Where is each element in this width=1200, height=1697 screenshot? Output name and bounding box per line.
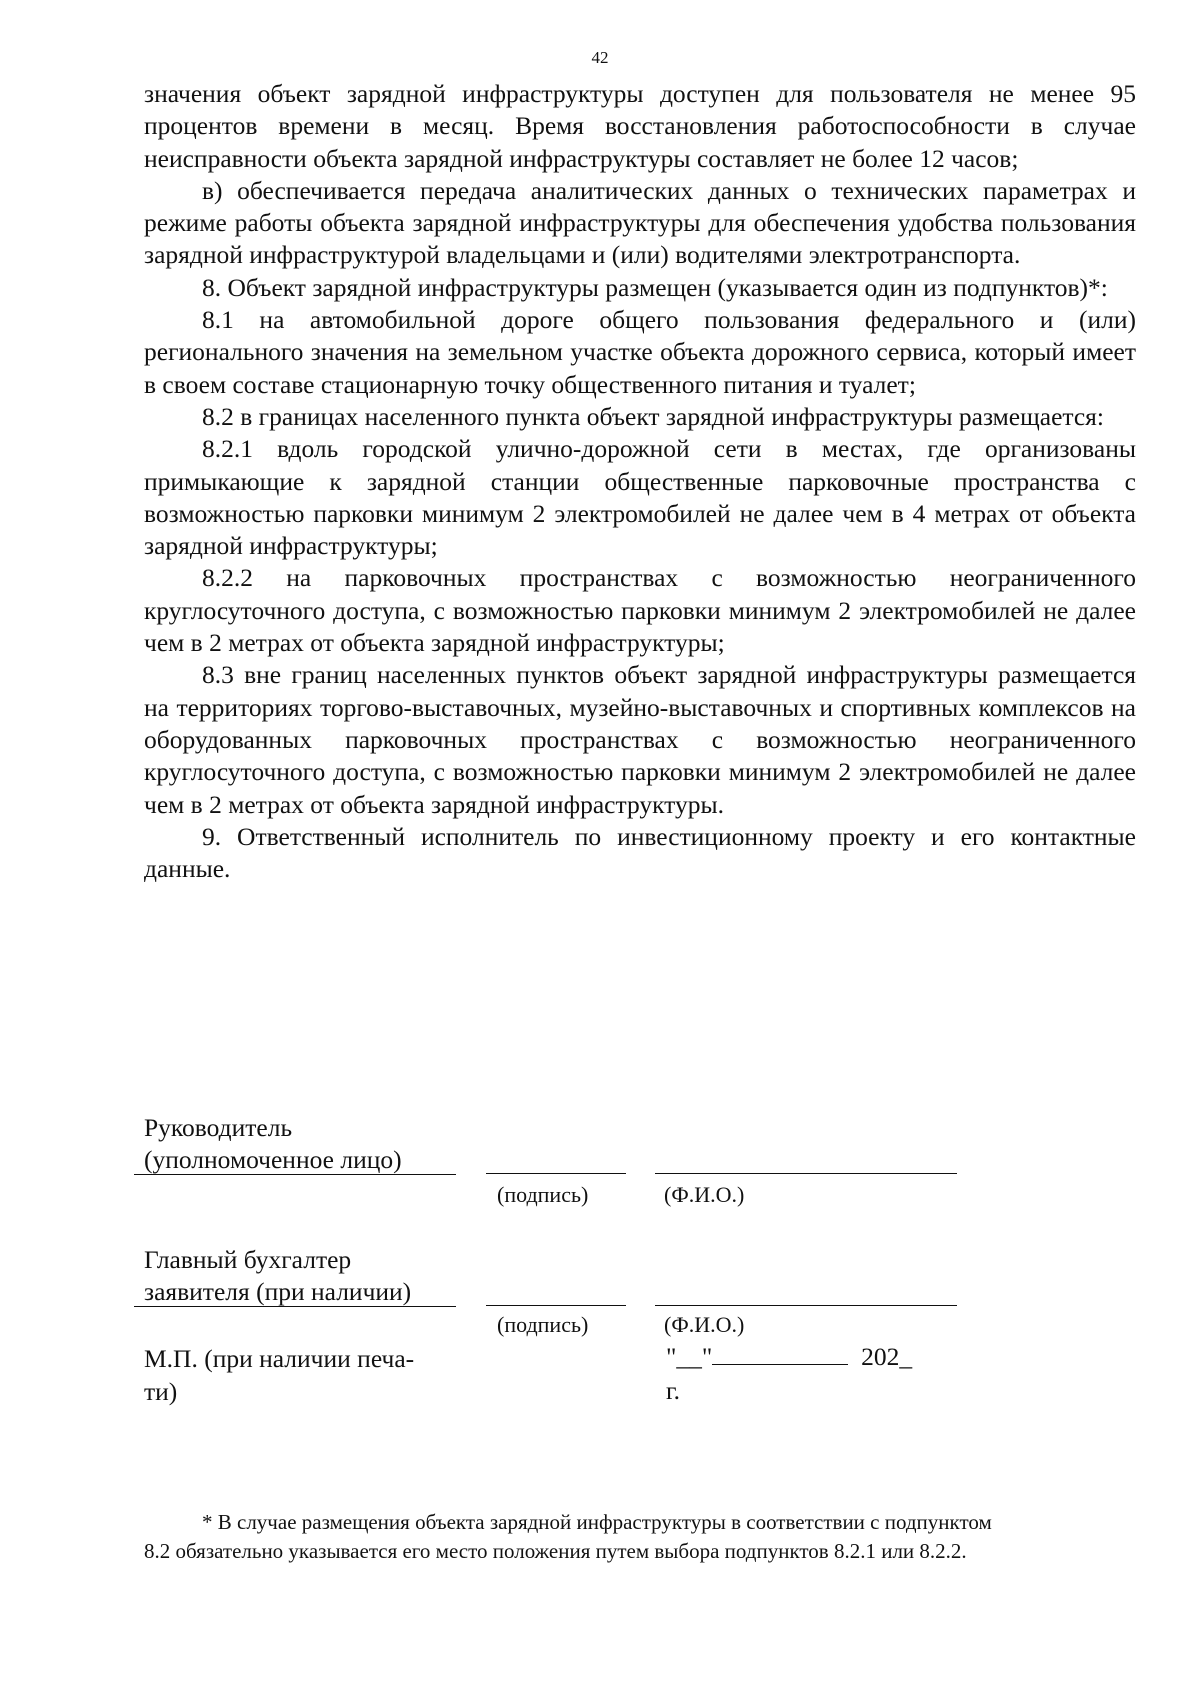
- body-text: [144, 78, 1136, 885]
- footnote-line1: * В случае размещения объекта зарядной инфраструктуры в соответствии с подпунктом: [202, 1510, 992, 1534]
- paragraph: значения объект зарядной инфраструктуры доступен для пользователя не менее 95 процентов времени в месяц. Время восстановления работоспособности в случае неисправности объекта зарядной инфраструктуры составляет не более 12 часов;: [144, 79, 1136, 173]
- accountant-name-caption: (Ф.И.О.): [664, 1312, 745, 1337]
- paragraph: 8.3 вне границ населенных пунктов объект зарядной инфраструктуры размещается на территориях торгово-выставочных, музейно-выставочных и спортивных комплексов на оборудованных парковочных пространствах с возможностью неограниченного круглосуточного доступа, с возможностью парковки минимум 2 электромобилей не далее чем в 2 метрах от объекта зарядной инфраструктуры.: [144, 660, 1136, 819]
- head-signature-caption: (подпись): [497, 1182, 589, 1207]
- paragraph: в) обеспечивается передача аналитических данных о технических параметрах и режиме работы объекта зарядной инфраструктуры для обеспечения удобства пользования зарядной инфраструктурой владельцами и (или) водителями электротранспорта.: [144, 175, 1136, 270]
- paragraph: 8.1 на автомобильной дороге общего пользования федерального и (или) регионального значения на земельном участке объекта дорожного сервиса, который имеет в своем составе стационарную точку общественного питания и туалет;: [144, 305, 1136, 399]
- page-number: 42: [591, 48, 609, 67]
- head-role-underline: [134, 1174, 456, 1175]
- head-role-line2: (уполномоченное лицо): [144, 1145, 402, 1174]
- accountant-name-line[interactable]: [655, 1305, 957, 1306]
- date-field[interactable]: [666, 1340, 912, 1373]
- head-name-caption: (Ф.И.О.): [664, 1182, 745, 1207]
- date-year: 202_: [861, 1342, 913, 1371]
- accountant-role-underline: [134, 1306, 456, 1307]
- date-day: "__": [666, 1342, 713, 1371]
- head-signature-line[interactable]: [486, 1173, 626, 1174]
- paragraph: 8. Объект зарядной инфраструктуры размещен (указывается один из подпунктов)*:: [202, 272, 1108, 302]
- date-month-line: [712, 1342, 848, 1365]
- accountant-role-line1: Главный бухгалтер: [144, 1245, 352, 1274]
- accountant-role-line2: заявителя (при наличии): [144, 1277, 412, 1306]
- footnote: [144, 1508, 1136, 1566]
- footnote-line2: 8.2 обязательно указывается его место положения путем выбора подпунктов 8.2.1 или 8.2.2.: [144, 1539, 967, 1563]
- paragraph: 9. Ответственный исполнитель по инвестиционному проекту и его контактные данные.: [144, 821, 1136, 884]
- stamp-label-line2: ти): [144, 1377, 178, 1406]
- paragraph: 8.2.2 на парковочных пространствах с возможностью неограниченного круглосуточного доступа, с возможностью парковки минимум 2 электромобилей не далее чем в 2 метрах от объекта зарядной инфраструктуры;: [144, 563, 1136, 658]
- paragraph: 8.2 в границах населенного пункта объект зарядной инфраструктуры размещается:: [202, 401, 1104, 431]
- accountant-signature-caption: (подпись): [497, 1312, 589, 1337]
- paragraph: 8.2.1 вдоль городской улично-дорожной сети в местах, где организованы примыкающие к зарядной станции общественные парковочные пространства с возможностью парковки минимум 2 электромобилей не далее чем в 4 метрах от объекта зарядной инфраструктуры;: [144, 434, 1136, 561]
- date-suffix: г.: [666, 1376, 680, 1405]
- accountant-signature-line[interactable]: [486, 1305, 626, 1306]
- head-name-line[interactable]: [655, 1173, 957, 1174]
- stamp-label-line1: М.П. (при наличии печа-: [144, 1344, 415, 1373]
- head-role-line1: Руководитель: [144, 1113, 293, 1142]
